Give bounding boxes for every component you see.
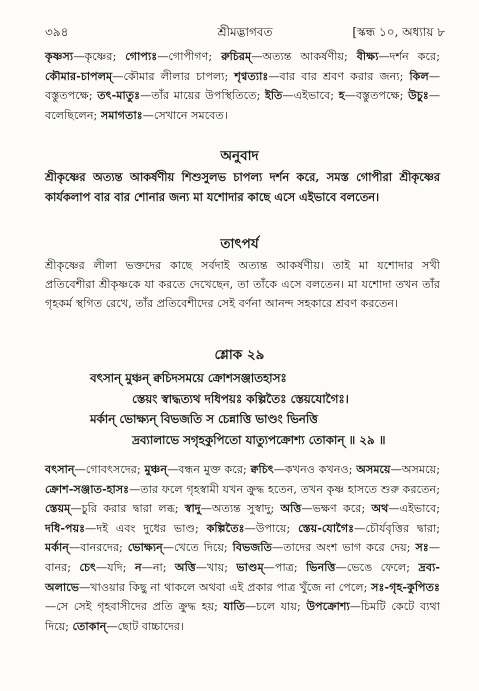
purport-heading: তাৎপর্য xyxy=(220,236,259,252)
word-meaning: —বন্ধন মুক্ত করে; xyxy=(167,463,251,476)
sanskrit-word: ভিনত্তি xyxy=(306,559,336,574)
sanskrit-word: অথ xyxy=(371,501,389,516)
word-meanings-verse-29 xyxy=(45,460,440,636)
translation-heading: অনুবাদ xyxy=(220,148,259,164)
word-meaning: —এইভাবে; xyxy=(282,89,339,103)
sanskrit-word: স্বাদু xyxy=(184,501,201,516)
sanskrit-word: দ্রব্য-অলাভে xyxy=(45,559,440,594)
word-meaning: —খাওয়ার কিছু না থাকলে অথবা এই প্রকার পাত্র খুঁজে না পেলে; xyxy=(79,580,372,594)
sanskrit-word: ভোক্ষ্যন্ xyxy=(127,540,163,555)
word-meaning: —দই এবং দুধের ভাণ্ড; xyxy=(85,521,207,535)
word-meaning: —বস্তুতপক্ষে; xyxy=(45,69,440,103)
sanskrit-word: ইতি xyxy=(265,88,283,103)
word-meaning: —তাদের অংশ ভাগ করে দেয়; xyxy=(272,541,416,555)
sanskrit-word: কল্পিতৈঃ xyxy=(206,520,245,535)
sanskrit-word: শৃণ্বত্যাঃ xyxy=(234,68,269,83)
word-meaning: —যদি; xyxy=(96,560,135,574)
word-meaning: —বস্তুতপক্ষে; xyxy=(344,89,409,103)
word-meaning: —বার বার শ্রবণ করার জন্য; xyxy=(268,69,410,83)
word-meaning: —গোপীগণ; xyxy=(157,50,222,63)
sanskrit-word: মুঞ্চন্ xyxy=(144,462,168,476)
word-meaning: —চৌর্যবৃত্তির দ্বারা; xyxy=(354,521,441,535)
word-meaning: —বানরদের; xyxy=(68,541,128,555)
translation-text: শ্রীকৃষ্ণের অত্যন্ত আকর্ষণীয় শিশুসুলভ চাপল্য দর্শন করে, সমস্ত গোপীরা শ্রীকৃষ্ণের কার্যকলাপ বার বার শোনার জন্য মা যশোদার কাছে এসে এইভাবে বলতেন। xyxy=(45,170,440,204)
word-meaning: —চুরি করার দ্বারা লব্ধ; xyxy=(70,502,185,516)
verse-heading: শ্লোক ২৯ xyxy=(214,347,265,363)
word-meaning: —তার ফলে গৃহস্বামী যখন ক্রুদ্ধ হতেন, তখন কৃষ্ণ হাসতে শুরু করতেন; xyxy=(129,482,440,496)
word-meaning: —সে সেই গৃহবাসীদের প্রতি ক্রুদ্ধ হয়; xyxy=(45,600,224,614)
sanskrit-word: সমাগতাঃ xyxy=(100,107,143,122)
sanskrit-word: তোকান্ xyxy=(72,618,107,633)
word-meaning: —তাঁর মায়ের উপস্থিতিতে; xyxy=(140,89,266,103)
sanskrit-word: কৃষ্ণস্য xyxy=(45,49,74,63)
sanskrit-word: ভাণ্ডম্ xyxy=(236,559,264,574)
sanskrit-word: মর্কান্ xyxy=(45,540,69,555)
word-meaning: —ভক্ষণ করে; xyxy=(301,502,372,516)
word-meaning: —সেখানে সমবেত। xyxy=(142,108,228,122)
word-meaning: —খেতে দিয়ে; xyxy=(162,541,233,555)
word-meaning: —অত্যন্ত আকর্ষণীয়; xyxy=(251,50,357,63)
word-meaning: —গোবৎসদের; xyxy=(74,463,145,476)
sanskrit-word: উপক্রোশ্য xyxy=(306,599,350,614)
sanskrit-word: বীক্ষ্য xyxy=(356,49,379,63)
sanskrit-word: স্তেয়ম্ xyxy=(45,501,71,516)
word-meanings-previous-verse xyxy=(45,47,440,125)
word-meaning: —খায়; xyxy=(195,560,237,574)
sanskrit-word: বিভজতি xyxy=(232,540,273,555)
sanskrit-word: রুচিরম্ xyxy=(221,49,252,63)
word-meaning: —অত্যন্ত সুস্বাদু; xyxy=(200,502,281,516)
word-meaning: —কৃষ্ণের; xyxy=(73,50,126,63)
word-meaning: —উপায়ে; xyxy=(244,521,299,535)
sanskrit-word: ক্বচিৎ xyxy=(250,462,274,476)
verse-text xyxy=(90,368,450,450)
word-meaning: —বানর; xyxy=(45,541,441,574)
sanskrit-word: কৌমার-চাপলম্ xyxy=(45,68,113,83)
sanskrit-word: উচুঃ xyxy=(408,88,429,103)
word-meaning: —বলেছিলেন; xyxy=(45,89,440,122)
word-meaning: —কৌমার লীলার চাপল্য; xyxy=(112,69,235,83)
word-meaning: —দর্শন করে; xyxy=(378,50,440,63)
word-meaning: —পাত্র; xyxy=(263,560,307,574)
sanskrit-word: অত্তি xyxy=(280,501,302,516)
word-meaning: —ভেঙে ফেলে; xyxy=(335,560,419,574)
sanskrit-word: গোপ্যঃ xyxy=(125,49,158,63)
verse-line: দ্রব্যালাভে সগৃহকুপিতো যাত্যুপক্রোশ্য তোকান্ ॥ ২৯ ॥ xyxy=(132,432,386,447)
page-header xyxy=(45,22,445,42)
sanskrit-word: অত্তি xyxy=(174,559,196,574)
sanskrit-word: হ xyxy=(338,88,345,103)
page-number: ৩৯৪ xyxy=(45,25,69,39)
word-meaning: —চলে যায়; xyxy=(244,600,307,614)
word-meaning: —ছোট বাচ্চাদের। xyxy=(106,619,185,633)
sanskrit-word: সঃ-গৃহ-কুপিতঃ xyxy=(371,579,440,594)
word-meaning: —না; xyxy=(141,560,175,574)
word-meaning: —অসময়ে; xyxy=(390,463,440,476)
purport-text: শ্রীকৃষ্ণের লীলা ভক্তদের কাছে সর্বদাই অত্যন্ত আকর্ষণীয়। তাই মা যশোদার সখী প্রতিবেশীরা শ্রীকৃষ্ণকে যা করতে দেখেছেন, তা তাঁকে এসে বলতেন। মা যশোদা তখন তাঁর গৃহকর্ম স্থগিত রেখে, তাঁর প্রতিবেশীদের সেই বর্ণনা আনন্দ সহকারে শ্রবণ করতেন। xyxy=(45,259,440,310)
sanskrit-word: স্তেয়-যোগৈঃ xyxy=(298,520,355,535)
word-meaning: —এইভাবে; xyxy=(388,502,440,516)
sanskrit-word: কিল xyxy=(409,68,429,83)
verse-line: বৎসান্ মুঞ্চন্ ক্বচিদসময়ে ক্রোশসঞ্জাতহাসঃ xyxy=(90,371,287,385)
sanskrit-word: যাতি xyxy=(223,599,245,614)
sanskrit-word: দধি-পয়ঃ xyxy=(45,520,86,535)
word-meaning: —কখনও কখনও; xyxy=(273,463,357,476)
sanskrit-word: তৎ-মাতুঃ xyxy=(97,88,141,103)
book-title: শ্রীমদ্ভাগবত xyxy=(217,25,273,39)
sanskrit-word: ক্রোশ-সঞ্জাত-হাসঃ xyxy=(45,481,130,496)
verse-line: মর্কান্ ভোক্ষ্যন্ বিভজতি স চেন্নাত্তি ভাণ্ডং ভিনত্তি xyxy=(90,412,318,426)
sanskrit-word: সঃ xyxy=(415,540,429,555)
sanskrit-word: চেৎ xyxy=(79,559,97,574)
sanskrit-word: ন xyxy=(134,559,142,574)
verse-line: স্তেয়ং স্বাদ্ধত্যথ দধিপয়ঃ কল্পিতৈঃ স্তেয়যোগৈঃ। xyxy=(132,391,349,406)
sanskrit-word: বৎসান্ xyxy=(45,462,75,476)
sanskrit-word: অসময়ে xyxy=(356,462,391,476)
chapter-reference: [স্কন্ধ ১০, অধ্যায় ৮ xyxy=(352,25,445,39)
word-meaning: —চিমটি কেটে ব্যথা দিয়ে; xyxy=(45,600,440,633)
